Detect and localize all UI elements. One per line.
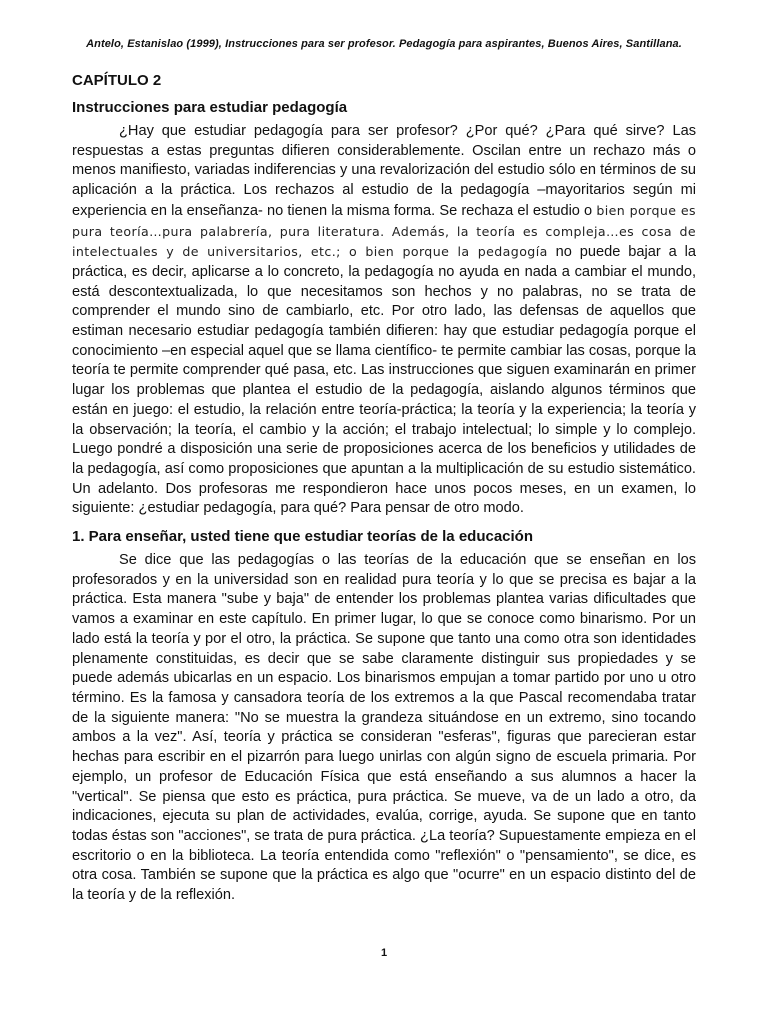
citation-header: Antelo, Estanislao (1999), Instrucciones para ser profesor. Pedagogía para aspirantes, Buenos Aires, Santillana.	[86, 38, 682, 50]
intro-text-part1: ¿Hay que estudiar pedagogía para ser profesor? ¿Por qué? ¿Para qué sirve? Las respuestas a estas preguntas difieren considerablemente. Oscilan entre un rechazo más o menos manifiesto, variadas indiferencias y una revalorización del estudio sólo en términos de su aplicación a la práctica. Los rechazos al estudio de la pedagogía –mayoritarios según mi experiencia en la enseñanza- no tienen la misma forma. Se rechaza el estudio o	[72, 123, 696, 219]
section-1-title: 1. Para enseñar, usted tiene que estudiar teorías de la educación	[72, 528, 534, 546]
page-number: 1	[380, 947, 388, 959]
document-page	[72, 38, 696, 906]
intro-text-part2: bien porque es pura teoría…pura palabrería, pura literatura. Además, la teoría es compleja…es cosa de intelectuales y de universitarios, etc.; o bien porque la pedagogía	[72, 202, 696, 260]
intro-text-part3: no puede bajar a la práctica, es decir, aplicarse a lo concreto, la pedagogía no ayuda en nada a cambiar el mundo, está descontextualizada, lo que necesitamos son hechos y no palabras, no se trata de comprender el mundo sino de cambiarlo, etc. Por otro lado, las defensas de aquellos que estiman necesario estudiar pedagogía también difieren: hay que estudiar pedagogía porque el conocimiento –en especial aquel que se llama científico- te permite cambiar las cosas, porque la teoría te permite comprender qué pasa, etc. Las instrucciones que siguen examinarán en primer lugar los problemas que plantea el estudio de la pedagogía, aislando algunos términos que están en juego: el estudio, la relación entre teoría-práctica; la teoría y la experiencia; la teoría y la observación; la teoría, el cambio y la acción; el trabajo intelectual; lo simple y lo complejo. Luego pondré a disposición una serie de proposiciones acerca de los beneficios y utilidades de la pedagogía, así como proposiciones que apuntan a la multiplicación de su estudio sistemático. Un adelanto. Dos profesoras me respondieron hace unos pocos meses, en un examen, lo siguiente: ¿estudiar pedagogía, para qué? Para pensar de otro modo.	[72, 244, 696, 517]
intro-paragraph	[72, 122, 696, 519]
chapter-label: CAPÍTULO 2	[72, 72, 162, 89]
section-1-paragraph: Se dice que las pedagogías o las teorías de la educación que se enseñan en los profesorados y en la universidad son en realidad pura teoría y lo que se precisa es bajar a la práctica. Esta manera "sube y baja" de entender los problemas plantea varias dificultades que vamos a examinar en este capítulo. En primer lugar, lo que se conoce como binarismo. Por un lado está la teoría y por el otro, la práctica. Se supone que tanto una como otra son identidades plenamente constituidas, es decir que se sabe claramente distinguir sus propiedades y se puede además ubicarlas en un espacio. Los binarismos empujan a tomar partido por uno u otro término. Es la famosa y cansadora teoría de los extremos a la que Pascal recomendaba tratar de la siguiente manera: "No se muestra la grandeza situándose en un extremo, sino tocando ambos a la vez". Así, teoría y práctica se consideran "esferas", figuras que parecieran estar hechas para escribir en el pizarrón para luego unirlas con algún signo de escuela primaria. Por ejemplo, un profesor de Educación Física que está enseñando a sus alumnos a hacer la "vertical". Se piensa que esto es práctica, pura práctica. Se mueve, va de un lado a otro, da indicaciones, ejecuta su plan de actividades, evalúa, corrige, ayuda. Se supone que en tanto todas éstas son "acciones", se trata de pura práctica. ¿La teoría? Supuestamente empieza en el escritorio o en la biblioteca. La teoría entendida como "reflexión" o "pensamiento", se dice, es otra cosa. También se supone que la práctica es algo que "ocurre" en un espacio distinto del de la teoría y de la reflexión.	[72, 552, 696, 904]
chapter-title: Instrucciones para estudiar pedagogía	[72, 99, 348, 116]
